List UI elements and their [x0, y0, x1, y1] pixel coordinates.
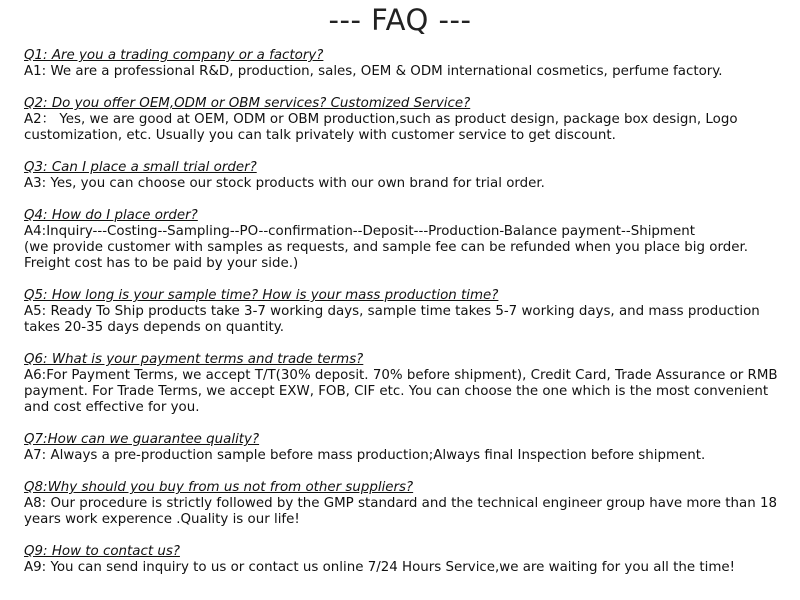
faq-item [24, 480, 784, 528]
faq-question: Q9: How to contact us? [24, 544, 180, 559]
page-title: --- FAQ --- [328, 3, 472, 37]
faq-question: Q1: Are you a trading company or a factory? [24, 48, 324, 63]
faq-question: Q8:Why should you buy from us not from other suppliers? [24, 480, 414, 495]
faq-item [24, 432, 784, 464]
faq-answer: A1: We are a professional R&D, production, sales, OEM & ODM international cosmetics, perfume factory. [24, 64, 723, 79]
faq-answer: A4:Inquiry---Costing--Sampling--PO--confirmation--Deposit---Production-Balance payment--Shipment [24, 224, 695, 239]
faq-item [24, 96, 784, 144]
faq-item [24, 544, 784, 576]
faq-answer: A6:For Payment Terms, we accept T/T(30% deposit. 70% before shipment), Credit Card, Trade Assurance or RMB payment. For Trade Terms, we accept EXW, FOB, CIF etc. You can choose the one which is the most convenient and cost effective for you. [24, 368, 778, 415]
faq-answer: A8: Our procedure is strictly followed by the GMP standard and the technical engineer group have more than 18 years work experence .Quality is our life! [24, 496, 778, 527]
faq-item [24, 208, 784, 272]
faq-answer: A5: Ready To Ship products take 3-7 working days, sample time takes 5-7 working days, and mass production takes 20-35 days depends on quantity. [24, 304, 760, 335]
faq-item [24, 160, 784, 192]
faq-item [24, 48, 784, 80]
faq-question: Q3: Can I place a small trial order? [24, 160, 257, 175]
faq-question: Q4: How do I place order? [24, 208, 198, 223]
faq-answer: A2： Yes, we are good at OEM, ODM or OBM production,such as product design, package box design, Logo customization, etc. Usually you can talk privately with customer service to get discount. [24, 112, 738, 143]
faq-item [24, 288, 784, 336]
faq-question: Q2: Do you offer OEM,ODM or OBM services? Customized Service? [24, 96, 471, 111]
faq-answer: A3: Yes, you can choose our stock products with our own brand for trial order. [24, 176, 545, 191]
faq-question: Q7:How can we guarantee quality? [24, 432, 260, 447]
faq-answer: A7: Always a pre-production sample before mass production;Always final Inspection before shipment. [24, 448, 706, 463]
faq-answer: A9: You can send inquiry to us or contact us online 7/24 Hours Service,we are waiting for you all the time! [24, 560, 736, 575]
faq-question: Q5: How long is your sample time? How is your mass production time? [24, 288, 499, 303]
faq-item [24, 352, 784, 416]
faq-list [24, 48, 784, 592]
faq-question: Q6: What is your payment terms and trade terms? [24, 352, 364, 367]
faq-answer: (we provide customer with samples as requests, and sample fee can be refunded when you place big order. Freight cost has to be paid by your side.) [24, 240, 748, 271]
